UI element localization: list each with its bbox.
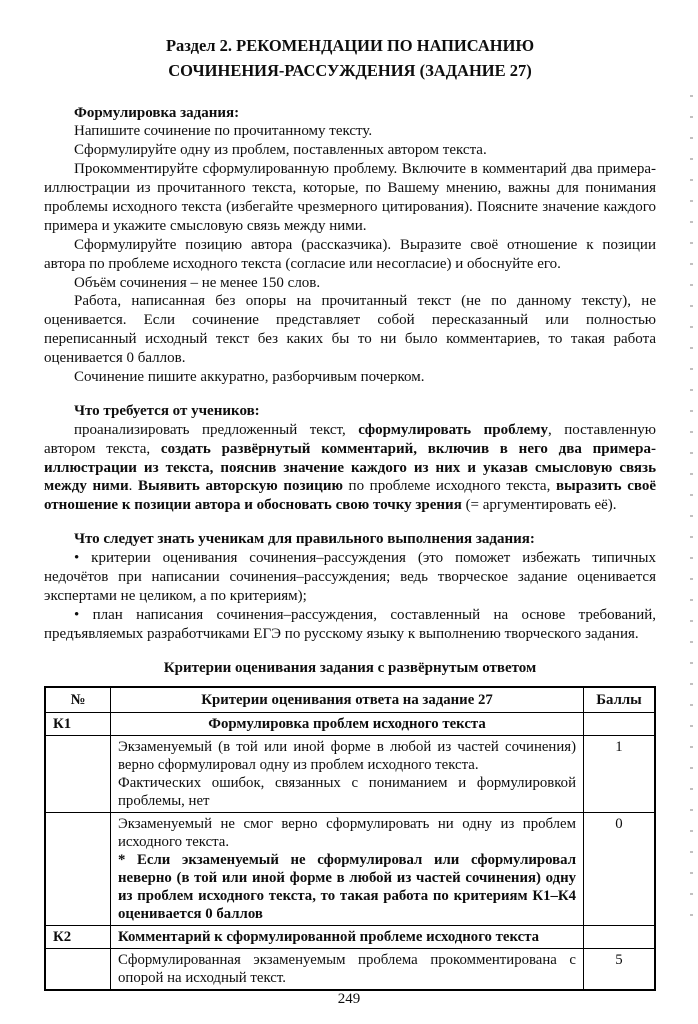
cell-paragraph: Экзаменуемый не смог верно сформулировать ни одну из проблем исходного текста. — [118, 815, 576, 850]
page-number: 249 — [337, 991, 361, 1007]
cell-criteria — [111, 949, 584, 991]
criteria-table — [44, 686, 656, 992]
task-heading: Формулировка задания: — [74, 104, 240, 121]
requirements-paragraph: проанализировать предложенный текст, сформулировать проблему, поставленную автором текста, создать развёрнутый комментарий, включив в него два примера-иллюстрации из текста, пояснив значение каждого из них и указав смысловую связь между ними. Выявить авторскую позицию по проблеме исходного текста, выразить своё отношение к позиции автора и обосновать свою точку зрения (= аргументировать её). — [44, 421, 657, 514]
cell-criteria — [111, 735, 584, 812]
table-row-k1-title — [45, 712, 655, 735]
cell-paragraph: Фактических ошибок, связанных с пониманием и формулировкой проблемы, нет — [118, 774, 576, 809]
table-row-k2-score5 — [45, 949, 655, 991]
column-header-num: № — [45, 687, 111, 713]
task-paragraph-7: Сочинение пишите аккуратно, разборчивым почерком. — [74, 368, 425, 385]
cell-num: К1 — [45, 712, 111, 735]
page-title — [54, 34, 646, 84]
cell-criteria: Комментарий к сформулированной проблеме исходного текста — [111, 926, 584, 949]
task-paragraph-5: Объём сочинения – не менее 150 слов. — [74, 274, 321, 291]
table-row-k1-score0 — [45, 812, 655, 925]
column-header-score: Баллы — [584, 687, 656, 713]
task-paragraph-4: Сформулируйте позицию автора (рассказчика). Выразите своё отношение к позиции автора по проблеме исходного текста (согласие или несогласие) и обоснуйте его. — [44, 236, 656, 272]
task-paragraph-2: Сформулируйте одну из проблем, поставленных автором текста. — [74, 142, 487, 159]
page-title-line2: СОЧИНЕНИЯ-РАССУЖДЕНИЯ (ЗАДАНИЕ 27) — [168, 60, 532, 80]
scan-noise-strip — [690, 95, 693, 934]
table-row-k1-score1 — [45, 735, 655, 812]
cell-num: К2 — [45, 926, 111, 949]
cell-score: 0 — [584, 812, 656, 925]
cell-score: 5 — [584, 949, 656, 991]
cell-num — [45, 735, 111, 812]
cell-criteria: Формулировка проблем исходного текста — [111, 712, 584, 735]
cell-paragraph-note: * Если экзаменуемый не сформулировал или сформулировал неверно (в той или иной форме в любой из частей сочинения) одну из проблем исходного текста, то такая работа по критериям К1–К4 оценивается 0 баллов — [118, 851, 576, 923]
cell-num — [45, 812, 111, 925]
cell-criteria — [111, 812, 584, 925]
cell-num — [45, 949, 111, 991]
task-paragraph-1: Напишите сочинение по прочитанному тексту. — [74, 123, 373, 140]
page-title-line1: Раздел 2. РЕКОМЕНДАЦИИ ПО НАПИСАНИЮ — [165, 36, 535, 55]
cell-paragraph: Экзаменуемый (в той или иной форме в любой из частей сочинения) верно сформулировал одну из проблем исходного текста. — [118, 738, 576, 773]
criteria-table-title: Критерии оценивания задания с развёрнутым ответом — [163, 659, 537, 676]
task-paragraph-6: Работа, написанная без опоры на прочитанный текст (не по данному тексту), не оценивается. Если сочинение представляет собой пересказанный или полностью переписанный исходный текст без каких бы то ни было комментариев, то такая работа оценивается 0 баллов. — [44, 293, 656, 367]
cell-score — [584, 712, 656, 735]
know-heading: Что следует знать ученикам для правильного выполнения задания: — [74, 531, 535, 548]
know-bullet-1: • критерии оценивания сочинения–рассуждения (это поможет избежать типичных недочётов при написании сочинения–рассуждения; ведь творческое задание оценивается экспертами не целиком, а по критериям); — [44, 550, 656, 604]
task-paragraph-3: Прокомментируйте сформулированную проблему. Включите в комментарий два примера-иллюстрации из прочитанного текста, которые, по Вашему мнению, важны для понимания проблемы исходного текста (избегайте чрезмерного цитирования). Поясните значение каждого примера и укажите смысловую связь между ними. — [44, 161, 656, 234]
know-bullet-2: • план написания сочинения–рассуждения, составленный на основе требований, предъявляемых разработчиками ЕГЭ по русскому языку к выполнению творческого задания. — [44, 606, 656, 642]
cell-paragraph: Сформулированная экзаменуемым проблема прокомментирована с опорой на исходный текст. — [118, 952, 576, 987]
table-row-k2-title — [45, 926, 655, 949]
table-header-row — [45, 687, 655, 713]
column-header-criteria: Критерии оценивания ответа на задание 27 — [111, 687, 584, 713]
cell-score — [584, 926, 656, 949]
cell-score: 1 — [584, 735, 656, 812]
requirements-heading: Что требуется от учеников: — [74, 402, 260, 419]
